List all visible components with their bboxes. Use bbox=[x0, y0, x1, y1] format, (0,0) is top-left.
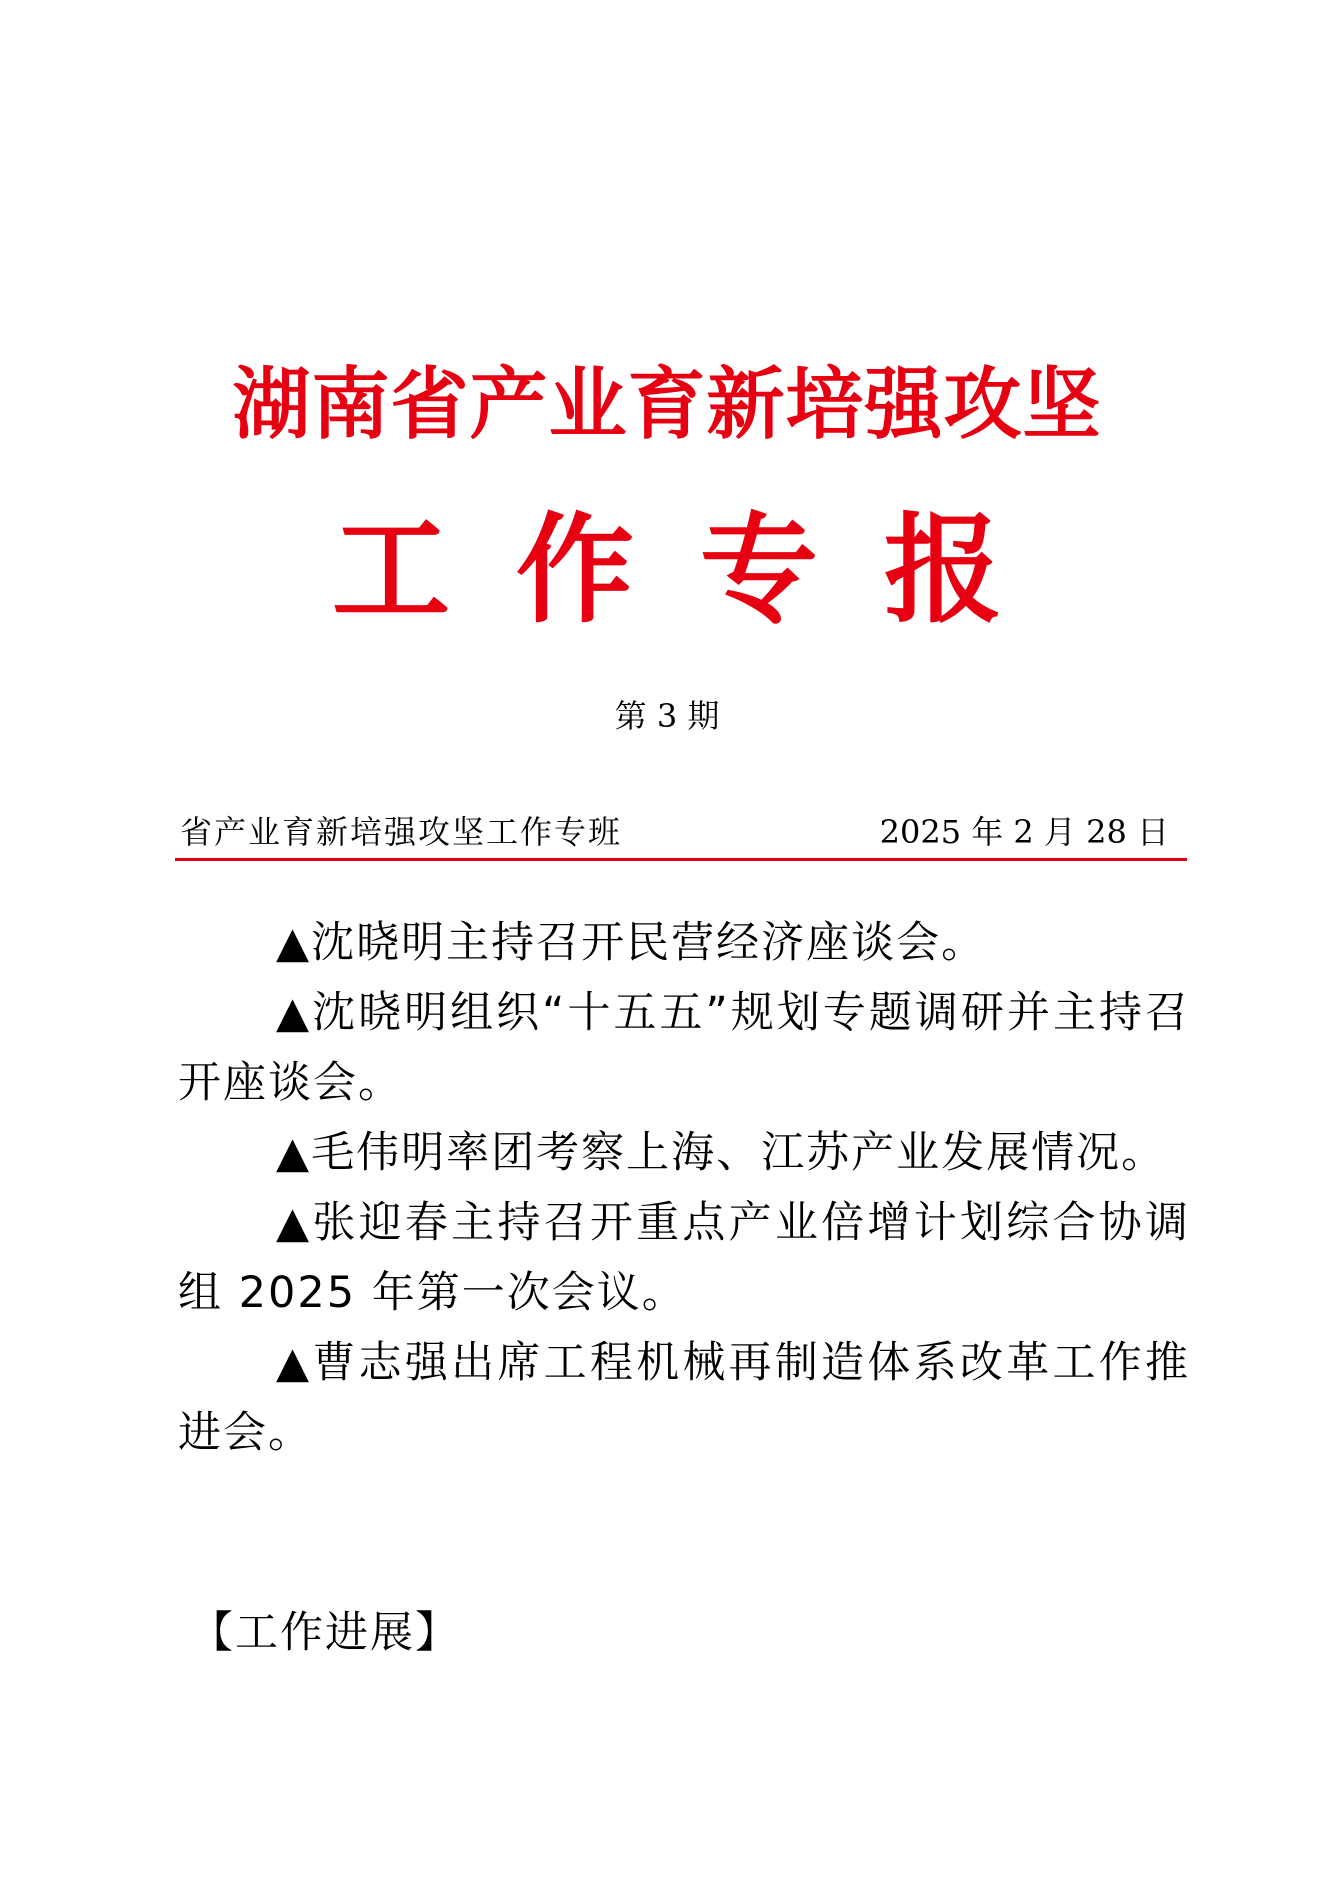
news-item: ▲沈晓明组织“十五五”规划专题调研并主持召开座谈会。 bbox=[178, 988, 1190, 1108]
news-item: ▲沈晓明主持召开民营经济座谈会。 bbox=[276, 918, 987, 968]
news-item: ▲曹志强出席工程机械再制造体系改革工作推进会。 bbox=[178, 1338, 1190, 1458]
issuer-name: 省产业育新培强攻坚工作专班 bbox=[180, 813, 623, 851]
issue-number: 第 3 期 bbox=[614, 697, 720, 735]
section-heading-work-progress: 【工作进展】 bbox=[190, 1608, 460, 1658]
masthead-title-line2: 工作专报 bbox=[331, 500, 1068, 639]
issue-date: 2025 年 2 月 28 日 bbox=[879, 813, 1169, 851]
news-item: ▲张迎春主持召开重点产业倍增计划综合协调组 2025 年第一次会议。 bbox=[178, 1198, 1190, 1318]
masthead-title-line1: 湖南省产业育新培强攻坚 bbox=[232, 359, 1102, 450]
news-summary-list bbox=[178, 908, 1190, 1468]
news-item: ▲毛伟明率团考察上海、江苏产业发展情况。 bbox=[276, 1128, 1167, 1178]
red-divider-rule bbox=[175, 858, 1187, 861]
